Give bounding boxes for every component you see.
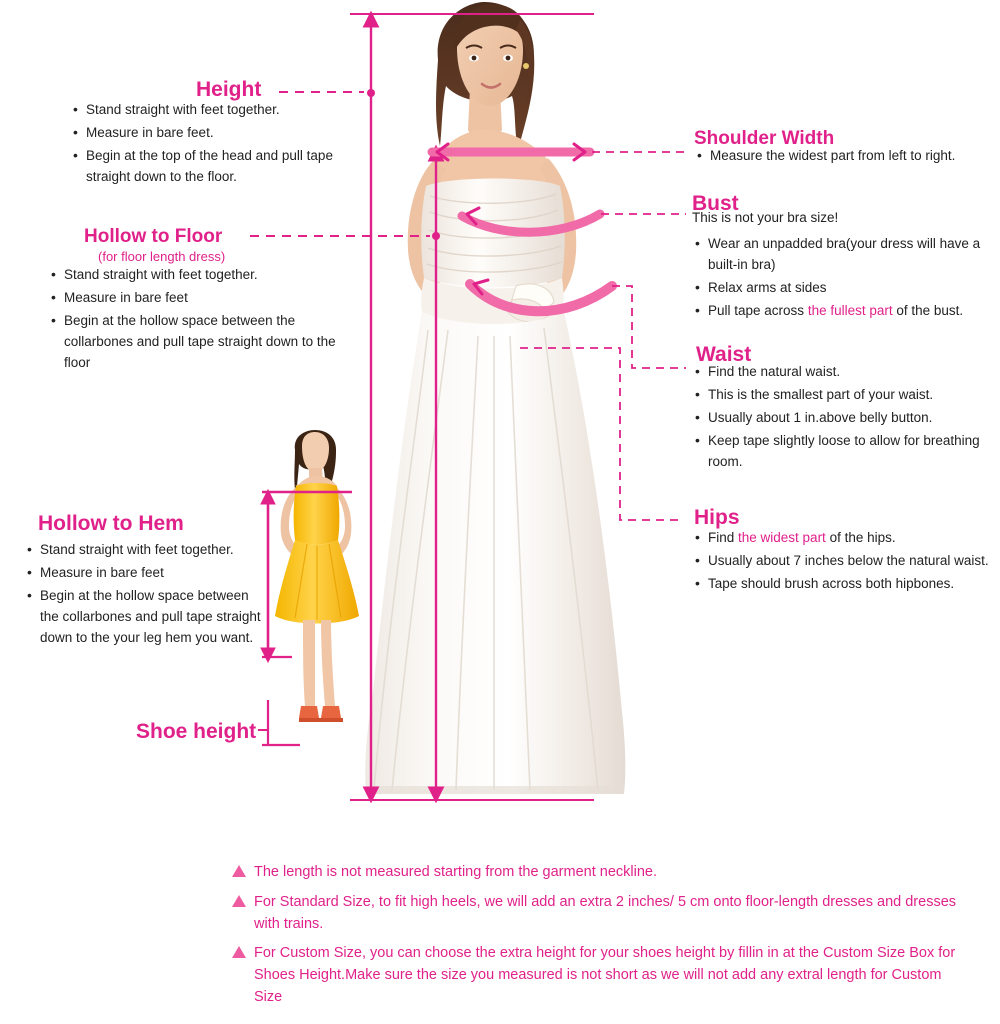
footnote-3-text: For Custom Size, you can choose the extra height for your shoes height by fillin in at the Custom Size Box for Shoes Height.Make sure the size you measured is not short as we will not add any extral length for Custom Size bbox=[254, 945, 956, 1005]
label-shoulder-width: Shoulder Width bbox=[694, 128, 835, 149]
hollow-hem-bullet-1: • Stand straight with feet together. bbox=[40, 540, 270, 561]
bust-bullet-3: • Pull tape across the fullest part of the bust. bbox=[708, 301, 1000, 322]
bust-lead: This is not your bra size! bbox=[692, 210, 839, 225]
waist-bullet-4: • Keep tape slightly loose to allow for breathing room. bbox=[708, 431, 998, 473]
model-figure-gown bbox=[330, 0, 660, 810]
footnote-3 bbox=[232, 943, 972, 1008]
bust-highlight: the fullest part bbox=[807, 302, 893, 318]
label-waist: Waist bbox=[696, 343, 752, 366]
waist-bullet-3: • Usually about 1 in.above belly button. bbox=[708, 408, 998, 429]
label-hips: Hips bbox=[694, 506, 740, 529]
model-figure-short-dress bbox=[255, 430, 375, 760]
hips-bullet-1: • Find the widest part of the hips. bbox=[708, 528, 1000, 549]
label-hollow-to-hem: Hollow to Hem bbox=[38, 512, 184, 535]
footnote-1-text: The length is not measured starting from the garment neckline. bbox=[254, 864, 657, 880]
hollow-hem-bullet-3: • Begin at the hollow space between the collarbones and pull tape straight down to the your leg hem you want. bbox=[40, 586, 270, 649]
footnotes bbox=[232, 862, 972, 1017]
height-bullet-3: • Begin at the top of the head and pull tape straight down to the floor. bbox=[86, 146, 376, 188]
hips-bullet-3: • Tape should brush across both hipbones. bbox=[708, 574, 1000, 595]
label-hollow-to-floor: Hollow to Floor bbox=[84, 226, 223, 247]
label-height: Height bbox=[196, 78, 262, 101]
hollow-to-floor-bullets bbox=[48, 265, 364, 376]
height-bullet-2: • Measure in bare feet. bbox=[86, 123, 376, 144]
bust-bullet-2: • Relax arms at sides bbox=[708, 278, 1000, 299]
hollow-to-hem-bullets bbox=[24, 540, 270, 651]
warning-triangle-icon bbox=[232, 895, 246, 907]
hollow-floor-bullet-1: • Stand straight with feet together. bbox=[64, 265, 364, 286]
waist-bullet-2: • This is the smallest part of your waist. bbox=[708, 385, 998, 406]
warning-triangle-icon bbox=[232, 946, 246, 958]
label-hollow-to-floor-sub: (for floor length dress) bbox=[98, 249, 226, 264]
bust-bullets bbox=[692, 234, 1000, 324]
hollow-floor-bullet-2: • Measure in bare feet bbox=[64, 288, 364, 309]
height-bullets bbox=[70, 100, 376, 190]
warning-triangle-icon bbox=[232, 865, 246, 877]
height-bullet-1: • Stand straight with feet together. bbox=[86, 100, 376, 121]
waist-bullet-1: • Find the natural waist. bbox=[708, 362, 998, 383]
hips-highlight: the widest part bbox=[738, 530, 826, 545]
shoulder-bullet-1: • Measure the widest part from left to right. bbox=[710, 146, 1000, 167]
bust-bullet-1: • Wear an unpadded bra(your dress will have a built-in bra) bbox=[708, 234, 1000, 276]
waist-bullets bbox=[692, 362, 998, 475]
footnote-2 bbox=[232, 892, 972, 936]
label-bust: Bust bbox=[692, 192, 739, 215]
footnote-1 bbox=[232, 862, 972, 884]
hips-bullet-2: • Usually about 7 inches below the natural waist. bbox=[708, 551, 1000, 572]
hollow-hem-bullet-2: • Measure in bare feet bbox=[40, 563, 270, 584]
shoulder-width-bullets bbox=[694, 146, 1000, 169]
hips-bullets bbox=[692, 528, 1000, 597]
label-shoe-height: Shoe height bbox=[136, 720, 257, 743]
footnote-2-text: For Standard Size, to fit high heels, we will add an extra 2 inches/ 5 cm onto floor-length dresses and dresses with trains. bbox=[254, 893, 957, 932]
hollow-floor-bullet-3: • Begin at the hollow space between the collarbones and pull tape straight down to the floor bbox=[64, 311, 364, 374]
